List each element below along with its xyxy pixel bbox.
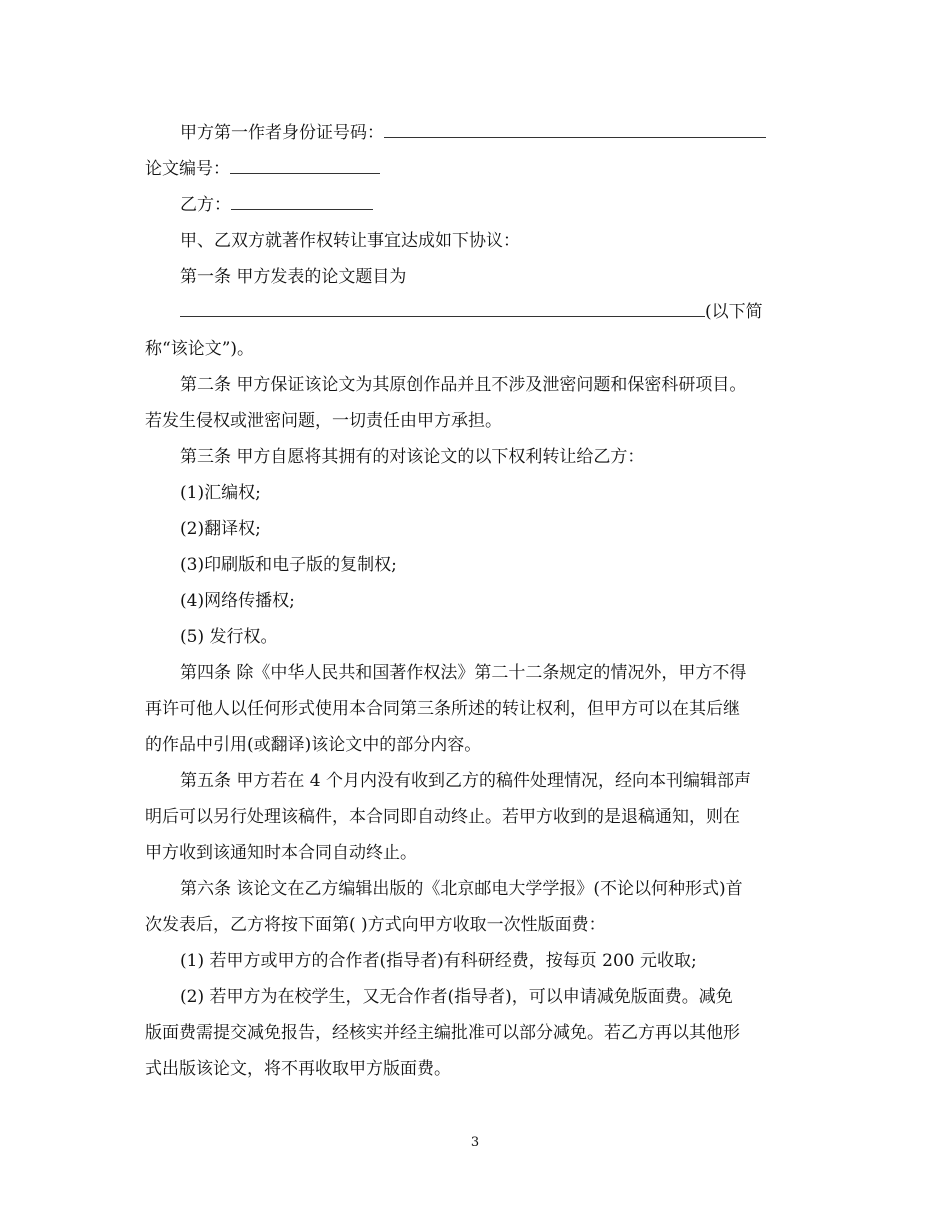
- article-2-line-1: 第二条 甲方保证该论文为其原创作品并且不涉及泄密问题和保密科研项目。: [180, 375, 747, 395]
- fee-option-2-line-3: 式出版该论文，将不再收取甲方版面费。: [145, 1059, 451, 1079]
- right-item-5: (5) 发行权。: [180, 627, 278, 647]
- article-5-line-3: 甲方收到该通知时本合同自动终止。: [145, 843, 417, 863]
- party-b-line: [180, 193, 850, 217]
- first-author-id-line: [180, 121, 850, 145]
- fee-option-2-line-1: (2) 若甲方为在校学生，又无合作者(指导者)，可以申请减免版面费。减免: [180, 987, 733, 1007]
- paper-title-blank: [180, 300, 705, 317]
- right-item-3: (3)印刷版和电子版的复制权;: [180, 555, 397, 575]
- article-6-line-1: 第六条 该论文在乙方编辑出版的《北京邮电大学学报》(不论以何种形式)首: [180, 879, 743, 899]
- party-b-label: 乙方：: [180, 195, 231, 215]
- article-4-line-2: 再许可他人以任何形式使用本合同第三条所述的转让权利，但甲方可以在其后继: [145, 699, 740, 719]
- agreement-intro: 甲、乙双方就著作权转让事宜达成如下协议：: [180, 231, 520, 251]
- page-number: 3: [470, 1135, 480, 1150]
- article-4-line-1: 第四条 除《中华人民共和国著作权法》第二十二条规定的情况外，甲方不得: [180, 663, 747, 683]
- article-1-end: 称“该论文”)。: [145, 339, 255, 359]
- article-1-suffix: (以下简: [705, 302, 763, 322]
- article-1-title-line: [180, 300, 850, 324]
- article-2-line-2: 若发生侵权或泄密问题，一切责任由甲方承担。: [145, 411, 502, 431]
- article-6-line-2: 次发表后，乙方将按下面第( )方式向甲方收取一次性版面费：: [145, 915, 606, 935]
- article-1-line: 第一条 甲方发表的论文题目为: [180, 267, 407, 287]
- paper-number-line: [145, 157, 815, 181]
- article-5-line-2: 明后可以另行处理该稿件，本合同即自动终止。若甲方收到的是退稿通知，则在: [145, 807, 740, 827]
- fee-option-1: (1) 若甲方或甲方的合作者(指导者)有科研经费，按每页 200 元收取;: [180, 951, 697, 971]
- paper-number-blank: [230, 157, 380, 174]
- article-4-line-3: 的作品中引用(或翻译)该论文中的部分内容。: [145, 735, 482, 755]
- article-5-line-1: 第五条 甲方若在 4 个月内没有收到乙方的稿件处理情况，经向本刊编辑部声: [180, 771, 752, 791]
- right-item-2: (2)翻译权;: [180, 519, 261, 539]
- right-item-1: (1)汇编权;: [180, 483, 261, 503]
- right-item-4: (4)网络传播权;: [180, 591, 295, 611]
- party-b-blank: [231, 193, 373, 210]
- article-3-line: 第三条 甲方自愿将其拥有的对该论文的以下权利转让给乙方：: [180, 447, 645, 467]
- paper-number-label: 论文编号：: [145, 159, 230, 179]
- fee-option-2-line-2: 版面费需提交减免报告，经核实并经主编批准可以部分减免。若乙方再以其他形: [145, 1023, 740, 1043]
- first-author-id-label: 甲方第一作者身份证号码：: [180, 123, 384, 143]
- first-author-id-blank: [384, 121, 766, 138]
